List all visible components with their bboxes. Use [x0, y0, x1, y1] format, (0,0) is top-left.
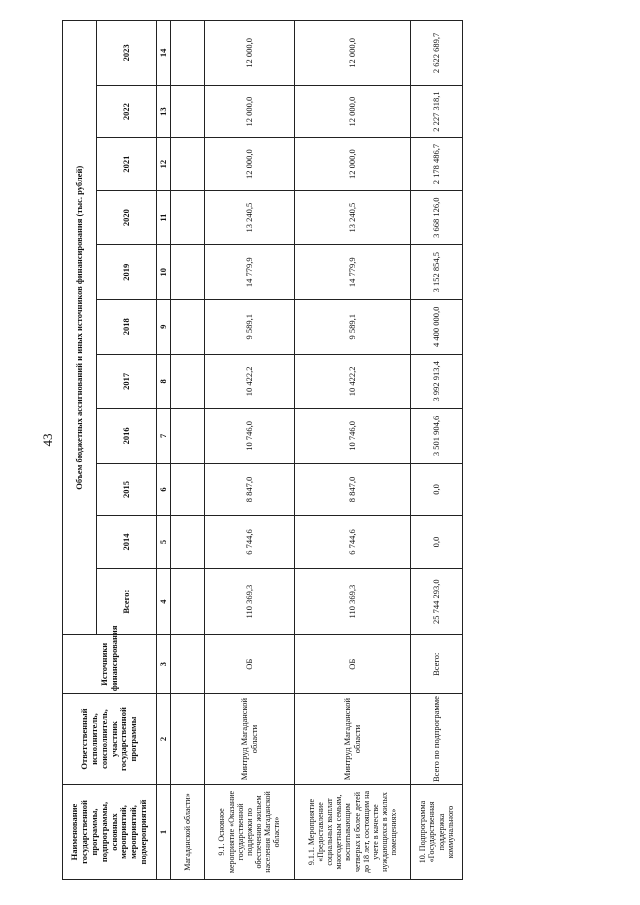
row-name: Магаданской области»	[171, 785, 205, 880]
row-name: 9.1.1. Мероприятие «Предоставление социальных выплат многодетным семьям, воспитывающим четверых и более детей до 18 лет, состоящим на учете в качестве нуждающихся в жилых помещениях»	[295, 785, 411, 880]
row-value: 12 000,0	[205, 85, 295, 138]
row-value	[171, 190, 205, 245]
col-number: 8	[157, 354, 171, 409]
row-value: 13 240,5	[295, 190, 411, 245]
row-value: 10 746,0	[205, 409, 295, 464]
row-value: 12 000,0	[205, 21, 295, 86]
row-total: 25 744 293,0	[411, 568, 463, 635]
row-value: 6 744,6	[295, 516, 411, 569]
row-name: 10. Подпрограмма «Государственная поддержка коммунального	[411, 785, 463, 880]
col-number: 7	[157, 409, 171, 464]
col-number: 11	[157, 190, 171, 245]
row-value: 4 400 000,0	[411, 300, 463, 355]
row-value	[171, 138, 205, 191]
row-total: 110 369,3	[295, 568, 411, 635]
header-year: 2017	[97, 354, 157, 409]
row-responsible	[171, 694, 205, 785]
row-value: 2 622 689,7	[411, 21, 463, 86]
row-name: 9.1. Основное мероприятие «Оказание государственной поддержки по обеспечению жильем населения Магаданской области»	[205, 785, 295, 880]
row-value: 12 000,0	[295, 21, 411, 86]
row-value	[171, 85, 205, 138]
row-source: ОБ	[295, 635, 411, 694]
row-value	[171, 21, 205, 86]
row-value: 10 422,2	[295, 354, 411, 409]
header-responsible: Ответственный исполнитель, соисполнитель, участник государственной программы	[63, 694, 157, 785]
row-value: 14 779,9	[205, 245, 295, 300]
header-year: 2015	[97, 463, 157, 516]
row-source: ОБ	[205, 635, 295, 694]
row-value	[171, 300, 205, 355]
header-year: 2023	[97, 21, 157, 86]
row-value: 0,0	[411, 516, 463, 569]
header-year: 2020	[97, 190, 157, 245]
row-value	[171, 463, 205, 516]
row-value: 3 668 126,0	[411, 190, 463, 245]
row-value: 8 847,0	[205, 463, 295, 516]
row-responsible: Всего по подпрограмме	[411, 694, 463, 785]
row-value: 13 240,5	[205, 190, 295, 245]
col-number: 14	[157, 21, 171, 86]
row-value: 12 000,0	[205, 138, 295, 191]
row-value: 8 847,0	[295, 463, 411, 516]
header-year: 2021	[97, 138, 157, 191]
col-number: 2	[157, 694, 171, 785]
row-source	[171, 635, 205, 694]
rotated-table-container	[62, 20, 462, 880]
header-sources: Источники финансирования	[63, 635, 157, 694]
row-value: 3 992 913,4	[411, 354, 463, 409]
row-total: 110 369,3	[205, 568, 295, 635]
table-row	[411, 21, 463, 880]
budget-table	[62, 20, 463, 880]
col-number: 6	[157, 463, 171, 516]
row-value	[171, 409, 205, 464]
row-value: 2 178 486,7	[411, 138, 463, 191]
row-value: 2 227 318,1	[411, 85, 463, 138]
row-total	[171, 568, 205, 635]
header-year: 2016	[97, 409, 157, 464]
header-year: 2018	[97, 300, 157, 355]
row-value: 14 779,9	[295, 245, 411, 300]
col-number: 13	[157, 85, 171, 138]
row-value	[171, 354, 205, 409]
header-year: 2019	[97, 245, 157, 300]
header-year: 2022	[97, 85, 157, 138]
table-row	[171, 21, 205, 880]
row-value: 10 746,0	[295, 409, 411, 464]
row-responsible: Минтруд Магаданской области	[295, 694, 411, 785]
row-value: 3 152 854,5	[411, 245, 463, 300]
row-value: 3 501 904,6	[411, 409, 463, 464]
row-value: 10 422,2	[205, 354, 295, 409]
row-value: 9 589,1	[205, 300, 295, 355]
row-value: 12 000,0	[295, 85, 411, 138]
row-value	[171, 516, 205, 569]
row-responsible: Минтруд Магаданской области	[205, 694, 295, 785]
col-number: 5	[157, 516, 171, 569]
table-row	[205, 21, 295, 880]
header-year: 2014	[97, 516, 157, 569]
row-value: 0,0	[411, 463, 463, 516]
header-funding-group: Объем бюджетных ассигнований и иных источников финансирования (тыс. рублей)	[63, 21, 97, 635]
header-name: Наименование государственной программы, подпрограммы, основных мероприятий, мероприятий, подмероприятий	[63, 785, 157, 880]
col-number: 12	[157, 138, 171, 191]
col-number: 10	[157, 245, 171, 300]
table-row	[295, 21, 411, 880]
page-number: 43	[40, 433, 55, 447]
row-value	[171, 245, 205, 300]
col-number: 1	[157, 785, 171, 880]
col-number: 3	[157, 635, 171, 694]
row-value: 6 744,6	[205, 516, 295, 569]
row-value: 9 589,1	[295, 300, 411, 355]
header-total: Всего:	[97, 568, 157, 635]
col-number: 9	[157, 300, 171, 355]
row-value: 12 000,0	[295, 138, 411, 191]
row-source: Всего:	[411, 635, 463, 694]
col-number: 4	[157, 568, 171, 635]
